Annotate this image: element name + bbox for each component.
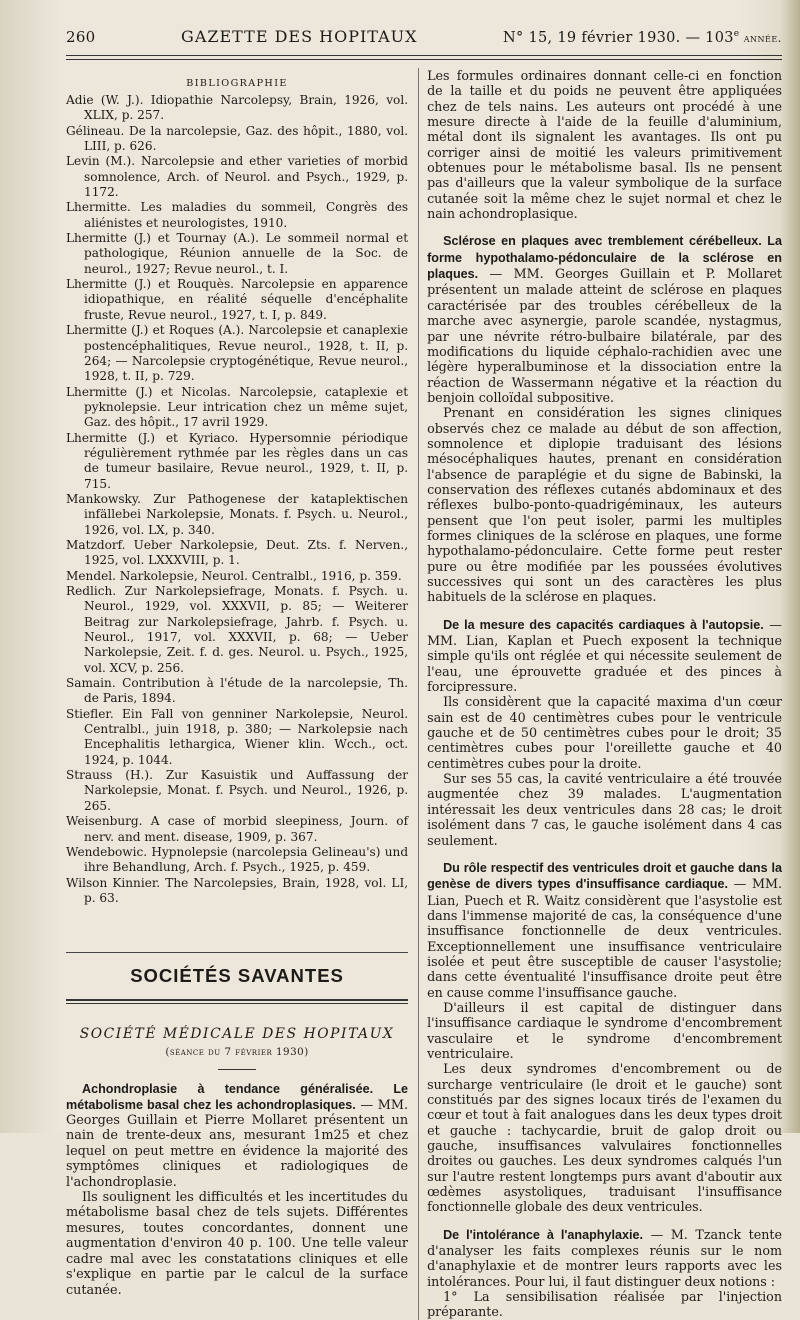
page-header	[66, 0, 782, 49]
bibliography-title: BIBLIOGRAPHIE	[186, 78, 288, 89]
article-achondroplasie-p2: Ils soulignent les difficultés et les incertitudes du métabolisme basal chez de tels sujets. Différentes mesures, toutes concordantes, donnent une augmentation d'environ 40 p. 100. Une telle valeur cadre mal avec les constatations cliniques et elle s'explique en partie par le calcul de la surface cutanée.	[66, 1190, 409, 1298]
right-column	[418, 68, 782, 1320]
article-intolerance: De l'intolérance à l'anaphylaxie. — M. Tzanck tente d'analyser les faits complexes réunis sur le nom d'anaphylaxie et de montrer leurs rapports avec les intolérances. Pour lui, il faut distinguer deux notions :	[427, 1226, 783, 1289]
bibliography-entry: Lhermitte (J.) et Roques (A.). Narcolepsie et canaplexie postencéphalitiques, Revue neurol., 1928, t. II, p. 264; — Narcolepsie cryptogénétique, Revue neurol., 1928, t. II, p. 729.	[66, 323, 409, 384]
bibliography-entry: Mankowsky. Zur Pathogenese der kataplektischen infällebei Narkolepsie, Monats. f. Psych. u. Neurol., 1926, vol. LX, p. 340.	[66, 491, 409, 537]
bibliography-entry: Weisenburg. A case of morbid sleepiness, Journ. of nerv. and ment. disease, 1909, p. 367.	[66, 814, 409, 844]
bibliography-entry: Redlich. Zur Narkolepsiefrage, Monats. f. Psych. u. Neurol., 1929, vol. XXXVII, p. 85; — Weiterer Beitrag zur Narkolepsiefrage, Jahrb. f. Psych. u. Neurol., 1917, vol. XXXVII, p. 68; — Ueber Narkolepsie, Zeit. f. d. ges. Neurol. u. Psych., 1925, vol. XCV, p. 256.	[66, 584, 409, 675]
text-columns	[66, 68, 782, 1320]
header-rule	[66, 55, 782, 60]
article-sclerose-p2: Prenant en considération les signes cliniques observés chez ce malade au début de son affection, somnolence et diplopie traduisant des lésions mésocéphaliques hautes, prenant en considération l'absence de paraplégie et du signe de Babinski, la conservation des réflexes cutanés abdominaux et des réflexes bulbo-ponto-quadrigéminaux, les auteurs pensent que l'on peut isoler, parmi les multiples formes cliniques de la sclérose en plaques, une forme hypothalamo-pédonculaire. Cette forme peut rester pure ou être modifiée par les poussées évolutives successives qui sont un des caractères les plus habituels de la sclérose en plaques.	[427, 405, 782, 605]
publication-title: GAZETTE DES HOPITAUX	[181, 27, 418, 46]
societes-title: SOCIÉTÉS SAVANTES	[130, 965, 344, 987]
bibliography-entry: Matzdorf. Ueber Narkolepsie, Deut. Zts. f. Nerven., 1925, vol. LXXXVIII, p. 1.	[66, 537, 409, 568]
bibliography-list	[66, 93, 408, 906]
bibliography-entry: Adie (W. J.). Idiopathie Narcolepsy, Brain, 1926, vol. XLIX, p. 257.	[66, 93, 409, 123]
left-column	[66, 68, 408, 1320]
article-capacites-p3: Sur ses 55 cas, la cavité ventriculaire a été trouvée augmentée chez 39 malades. L'augmentation intéressait les deux ventricules dans 28 cas; le droit isolément dans 7 cas, le gauche isolément dans 4 cas seulement.	[427, 771, 782, 848]
article-intolerance-p2: 1° La sensibilisation réalisée par l'injection préparante.	[427, 1289, 782, 1320]
article-capacites: De la mesure des capacités cardiaques à l'autopsie. — MM. Lian, Kaplan et Puech exposent la technique simple qu'ils ont réglée et qui nécessite seulement de l'eau, une éprouvette graduée et des pinces à forcipressure.	[427, 616, 782, 695]
article-sclerose: Sclérose en plaques avec tremblement cérébelleux. La forme hypothalamo-pédonculaire de la sclérose en plaques. — MM. Georges Guillain et P. Mollaret présentent un malade atteint de sclérose en plaques caractérisée par des troubles cérébelleux de la marche avec asynergie, parole scandée, nystagmus, par une névrite rétro-bulbaire bilatérale, par des modifications du liquide céphalo-rachidien avec une légère hyperalbuminose et la dissociation entre la réaction de Wassermann négative et la réaction du benjoin colloïdal subpositive.	[427, 234, 782, 405]
bibliography-entry: Lhermitte (J.) et Rouquès. Narcolepsie en apparence idiopathique, en réalité séquelle d'encéphalite fruste, Revue neurol., 1927, t. I, p. 849.	[66, 277, 409, 322]
article-role-p3: Les deux syndromes d'encombrement ou de surcharge ventriculaire (le droit et le gauche) sont constitués par des signes locaux tirés de l'examen du cœur et tout à fait analogues dans les deux types droit et gauche : tachycardie, bruit de galop droit ou gauche, insuffisances valvulaires fonctionnelles droites ou gauches. Les deux syndromes calqués l'un sur l'autre restent longtemps purs avant d'aboutir aux œdèmes asystoliques, traduisant l'insuffisance fonctionnelle globale des deux ventricules.	[427, 1061, 782, 1215]
article-role-p2: D'ailleurs il est capital de distinguer dans l'insuffisance cardiaque le syndrome d'encombrement vasculaire et le syndrome d'encombrement ventriculaire.	[427, 999, 782, 1061]
bibliography-entry: Stiefler. Ein Fall von genniner Narkolepsie, Neurol. Centralbl., juin 1918, p. 380; — Narkolepsie nach Encephalitis lethargica, Wiener klin. Wcch., oct. 1924, p. 1044.	[66, 706, 409, 767]
short-rule	[218, 1069, 256, 1070]
continuation-paragraph: Les formules ordinaires donnant celle-ci en fonction de la taille et du poids ne peuvent être appliquées chez de tels nains. Les auteurs ont procédé à une mesure directe à l'aide de la feuille d'aluminium, métal dont ils signalent les avantages. Ils ont pu corriger ainsi de moitié les valeurs primitivement obtenues pour le métabolisme basal. Ils ne pensent pas d'ailleurs que la valeur symbolique de la surface cutanée soit la même chez le sujet normal et chez le nain achondroplasique.	[427, 68, 782, 222]
article-capacites-p2: Ils considèrent que la capacité maxima d'un cœur sain est de 40 centimètres cubes pour le ventricule gauche et de 50 centimètres cubes pour le droit; 35 centimètres cubes pour l'oreillette gauche et 40 centimètres cubes pour la droite.	[427, 694, 782, 771]
issue-info: N° 15, 19 février 1930. — 103e année.	[503, 29, 782, 46]
page-number: 260	[66, 28, 96, 46]
bibliography-entry: Wendebowic. Hypnolepsie (narcolepsia Gelineau's) und ihre Behandlung, Arch. f. Psych., 1925, p. 459.	[66, 844, 409, 875]
bibliography-entry: Samain. Contribution à l'étude de la narcolepsie, Th. de Paris, 1894.	[66, 676, 409, 706]
bibliography-entry: Lhermitte (J.) et Tournay (A.). Le sommeil normal et pathologique, Réunion annuelle de la Soc. de neurol., 1927; Revue neurol., t. I.	[66, 231, 409, 276]
section-rule-bottom	[66, 999, 408, 1004]
bibliography-entry: Gélineau. De la narcolepsie, Gaz. des hôpit., 1880, vol. LIII, p. 626.	[66, 123, 409, 154]
section-rule-top	[66, 952, 408, 953]
bibliography-entry: Lhermitte. Les maladies du sommeil, Congrès des aliénistes et neurologistes, 1910.	[66, 200, 409, 230]
article-role-ventricules: Du rôle respectif des ventricules droit et gauche dans la genèse de divers types d'insuffisance cardiaque. — MM. Lian, Puech et R. Waitz considèrent que l'asystolie est dans l'immense majorité de cas, la conséquence d'une insuffisance fonctionnelle de deux ventricules. Exceptionnellement une insuffisance ventriculaire isolée et peut être susceptible de causer l'asystolie; dans cette éventualité l'insuffisance droite peut être en cause comme l'insuffisance gauche.	[427, 860, 782, 1000]
bibliography-entry: Lhermitte (J.) et Kyriaco. Hypersomnie périodique régulièrement rythmée par les règles dans un cas de tumeur basilaire, Revue neurol., 1929, t. II, p. 715.	[66, 430, 409, 491]
bibliography-entry: Mendel. Narkolepsie, Neurol. Centralbl., 1916, p. 359.	[66, 568, 402, 583]
society-name: SOCIÉTÉ MÉDICALE DES HOPITAUX	[79, 1026, 395, 1043]
seance-date: (séance du 7 février 1930)	[165, 1046, 309, 1059]
bibliography-entry: Levin (M.). Narcolepsie and ether varieties of morbid somnolence, Arch. of Neurol. and Psych., 1929, p. 1172.	[66, 154, 409, 200]
bibliography-entry: Lhermitte (J.) et Nicolas. Narcolepsie, cataplexie et pyknolepsie. Leur intrication chez un même sujet, Gaz. des hôpit., 17 avril 1929.	[66, 384, 409, 430]
article-achondroplasie: Achondroplasie à tendance généralisée. Le métabolisme basal chez les achondroplasiques. — MM. Georges Guillain et Pierre Mollaret présentent un nain de trente-deux ans, mesurant 1m25 et chez lequel on peut mettre en évidence la majorité des symptômes cliniques et radiologiques de l'achondroplasie.	[66, 1082, 409, 1190]
bibliography-entry: Strauss (H.). Zur Kasuistik und Auffassung der Narkolepsie, Monat. f. Psych. und Neurol., 1926, p. 265.	[66, 768, 409, 813]
bibliography-entry: Wilson Kinnier. The Narcolepsies, Brain, 1928, vol. LI, p. 63.	[66, 875, 409, 905]
